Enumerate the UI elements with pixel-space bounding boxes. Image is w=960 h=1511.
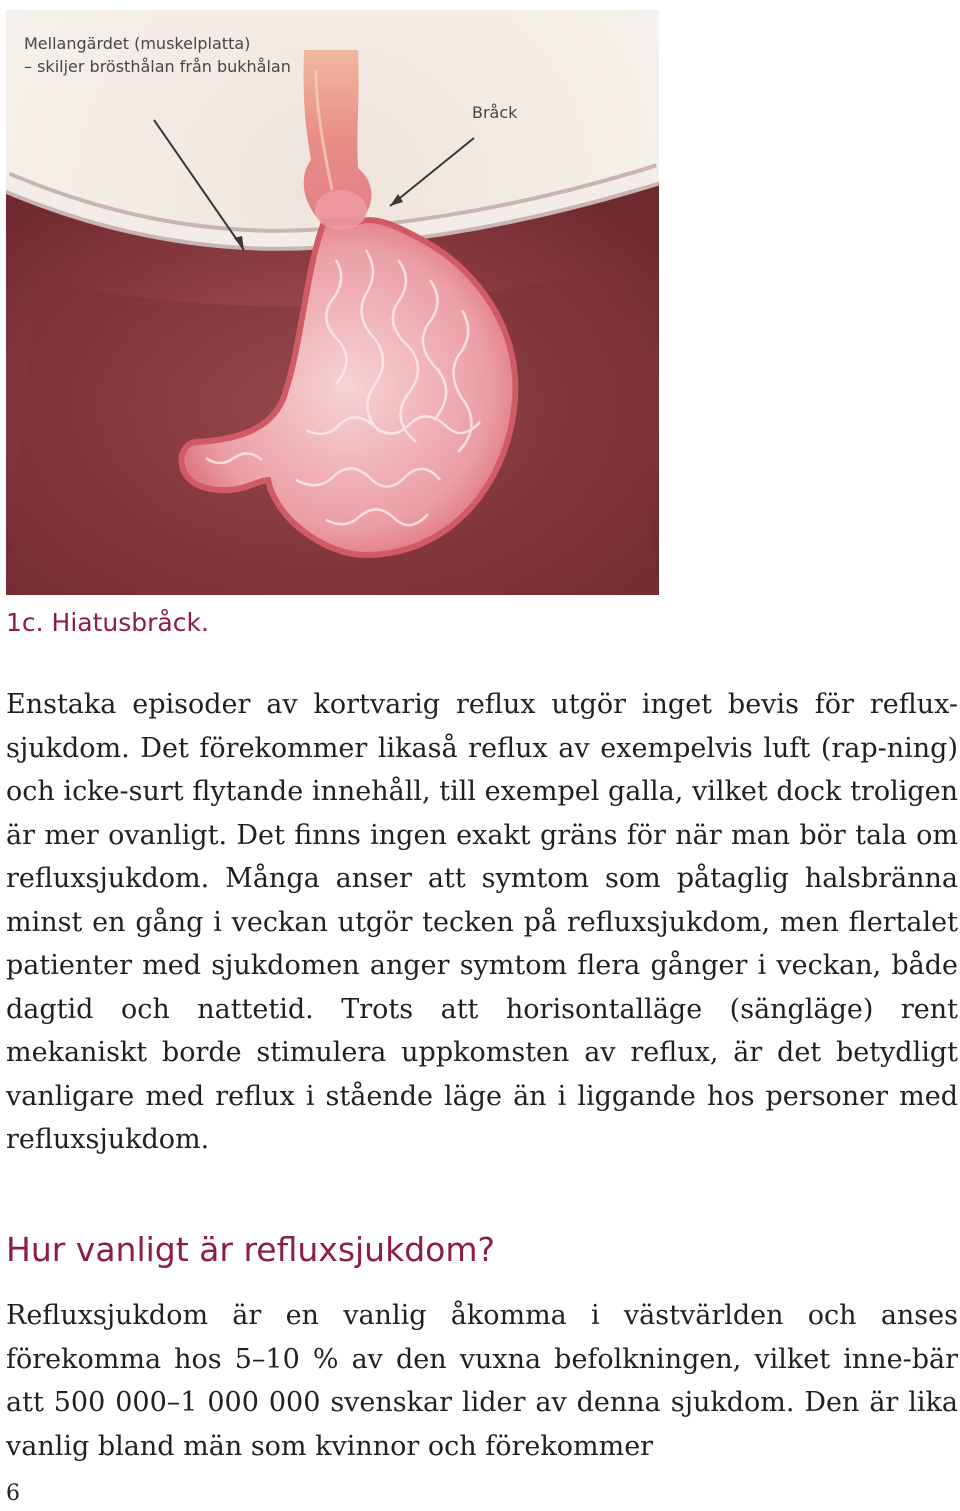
body-paragraph-2: Refluxsjukdom är en vanlig åkomma i västvärlden och anses förekomma hos 5–10 % av den vuxna befolkningen, vilket inne-bär att 500 000–1 000 000 svenskar lider av denna sjukdom. Den är lika vanlig bland män som kvinnor och förekommer xyxy=(6,1300,958,1462)
diaphragm-label-line1: Mellangärdet (muskelplatta) xyxy=(24,34,251,53)
hiatus-hernia-illustration xyxy=(6,10,659,595)
section-heading: Hur vanligt är refluxsjukdom? xyxy=(6,1230,496,1269)
figure-caption: 1c. Hiatusbråck. xyxy=(6,608,209,637)
diaphragm-label-line2: – skiljer brösthålan från bukhålan xyxy=(24,57,291,76)
page-number: 6 xyxy=(6,1481,20,1506)
body-paragraph-1: Enstaka episoder av kortvarig reflux utgör inget bevis för reflux-sjukdom. Det förekommer likaså reflux av exempelvis luft (rap-ning) och icke-surt flytande innehåll, till exempel galla, vilket dock troligen är mer ovanligt. Det finns ingen exakt gräns för när man bör tala om refluxsjukdom. Många anser att symtom som påtaglig halsbränna minst en gång i veckan utgör tecken på refluxsjukdom, men flertalet patienter med sjukdomen anger symtom flera gånger i veckan, både dagtid och nattetid. Trots att horisontalläge (sängläge) rent mekaniskt borde stimulera uppkomsten av reflux, är det betydligt vanligare med reflux i stående läge än i liggande hos personer med refluxsjukdom. xyxy=(6,689,958,1155)
hernia-label: Bråck xyxy=(472,103,518,122)
